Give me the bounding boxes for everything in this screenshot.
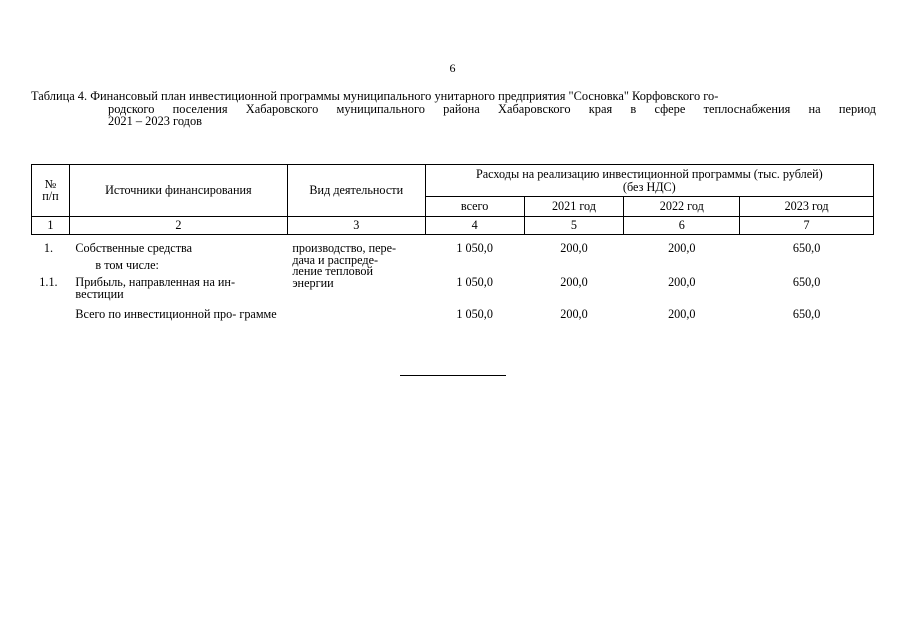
column-numbers-row [32,217,874,235]
row-activity-empty [287,300,425,321]
column-number: 3 [287,217,425,235]
header-source: Источники финансирования [69,165,287,217]
column-number: 5 [524,217,624,235]
page-number: 6 [449,61,456,75]
row-total: 1 050,0 [456,307,493,321]
caption-line-2: родского поселения Хабаровского муниципального района Хабаровского края в сфере теплоснабжения на период [108,101,876,116]
row-number [32,300,70,321]
row-number: 1.1. [39,275,58,289]
financial-plan-table [31,164,874,321]
column-number: 1 [32,217,70,235]
row-source-sub: в том числе: [95,257,159,272]
row-2022: 200,0 [668,275,696,289]
end-rule-divider [400,375,506,376]
row-2022: 200,0 [668,241,696,255]
header-2023: 2023 год [740,197,874,217]
header-2021: 2021 год [524,197,624,217]
row-2023: 650,0 [792,275,821,289]
row-activity: производство, пере- дача и распреде- ление тепловой энергии [292,241,397,290]
column-number: 2 [69,217,287,235]
caption-line-3: 2021 – 2023 годов [108,114,203,128]
header-2022: 2022 год [624,197,740,217]
row-2021: 200,0 [560,275,588,289]
header-expenses: Расходы на реализацию инвестиционной программы (тыс. рублей) (без НДС) [425,165,873,197]
column-number: 6 [624,217,740,235]
row-2023: 650,0 [792,307,821,321]
row-source [69,235,287,272]
column-number: 7 [740,217,874,235]
table-row [32,300,874,321]
caption-line-1: Таблица 4. Финансовый план инвестиционной программы муниципального унитарного предприятия "Сосновка" Корфовского го- [31,89,719,103]
row-2021: 200,0 [560,307,588,321]
row-total: 1 050,0 [456,241,493,255]
row-2023: 650,0 [792,241,821,255]
row-source: Всего по инвестиционной про- грамме [75,307,277,321]
table-row [32,271,874,300]
row-2022: 200,0 [668,307,696,321]
header-num: № п/п [32,165,70,217]
table-caption [31,90,876,128]
row-source: Прибыль, направленная на ин- вестиции [75,275,236,301]
header-total: всего [425,197,524,217]
table-row [32,235,874,272]
header-activity: Вид деятельности [287,165,425,217]
row-total: 1 050,0 [456,275,493,289]
row-number: 1. [43,241,54,255]
row-source-label: Собственные средства [75,241,193,255]
row-2021: 200,0 [560,241,588,255]
column-number: 4 [425,217,524,235]
